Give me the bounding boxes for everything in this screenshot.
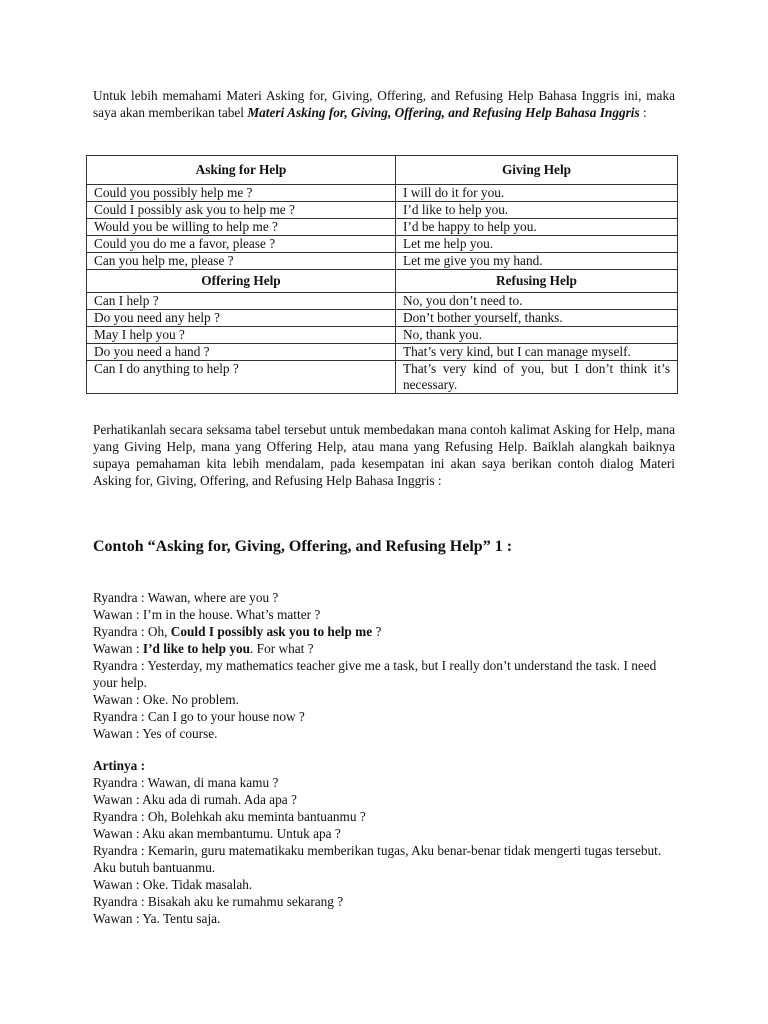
dialog-line: Wawan : Yes of course. <box>93 726 218 741</box>
table-cell: Do you need a hand ? <box>87 344 396 361</box>
translation-line: Ryandra : Bisakah aku ke rumahmu sekarang ? <box>93 894 344 909</box>
dialog-line: Wawan : Oke. No problem. <box>93 692 239 707</box>
intro-emphasis: Materi Asking for, Giving, Offering, and Refusing Help Bahasa Inggris <box>247 105 640 120</box>
header-asking-for-help: Asking for Help <box>87 156 396 185</box>
header-giving-help: Giving Help <box>396 156 678 185</box>
table-row <box>87 327 678 344</box>
dialog-line-suffix: ? <box>372 624 382 639</box>
dialog-line: Ryandra : Yesterday, my mathematics teacher give me a task, but I really don’t understand the task. I need your help. <box>93 658 657 690</box>
dialog-line <box>93 623 675 640</box>
table-cell: Could you possibly help me ? <box>87 185 396 202</box>
intro-text: Untuk lebih memahami Materi Asking for, Giving, Offering, and Refusing Help Bahasa Inggris ini, maka saya akan memberikan tabel <box>93 88 675 120</box>
dialog-line <box>93 640 675 657</box>
table-cell: No, thank you. <box>396 327 678 344</box>
table-row <box>87 293 678 310</box>
dialog-line-prefix: Wawan : <box>93 641 143 656</box>
header-offering-help: Offering Help <box>87 270 396 293</box>
table-row <box>87 219 678 236</box>
explanation-paragraph: Perhatikanlah secara seksama tabel tersebut untuk membedakan mana contoh kalimat Asking for Help, mana yang Giving Help, mana yang Offering Help, atau mana yang Refusing Help. Baiklah alangkah baiknya supaya pemahaman kita lebih mendalam, pada kesempatan ini akan saya berikan contoh dialog Materi Asking for, Giving, Offering, and Refusing Help Bahasa Inggris : <box>93 422 675 488</box>
table-cell: That’s very kind of you, but I don’t think it’s necessary. <box>396 361 678 394</box>
table-cell: I’d be happy to help you. <box>396 219 678 236</box>
translation-line: Wawan : Aku akan membantumu. Untuk apa ? <box>93 826 341 841</box>
table-row <box>87 253 678 270</box>
dialog-line-suffix: . For what ? <box>250 641 314 656</box>
table-row <box>87 236 678 253</box>
intro-end: : <box>639 105 647 120</box>
translation-title: Artinya : <box>93 758 146 773</box>
dialog-highlight: I’d like to help you <box>142 641 251 656</box>
example-dialog <box>93 589 675 742</box>
translation-line: Ryandra : Wawan, di mana kamu ? <box>93 775 279 790</box>
table-cell: Do you need any help ? <box>87 310 396 327</box>
table-cell: I will do it for you. <box>396 185 678 202</box>
table-cell: Can I help ? <box>87 293 396 310</box>
table-cell: Can you help me, please ? <box>87 253 396 270</box>
translation-section <box>93 757 675 927</box>
table-cell: Could I possibly ask you to help me ? <box>87 202 396 219</box>
dialog-line: Ryandra : Wawan, where are you ? <box>93 590 279 605</box>
table-row <box>87 310 678 327</box>
example-heading: Contoh “Asking for, Giving, Offering, and Refusing Help” 1 : <box>93 538 513 555</box>
translation-line: Ryandra : Oh, Bolehkah aku meminta bantuanmu ? <box>93 809 366 824</box>
header-refusing-help: Refusing Help <box>396 270 678 293</box>
table-row <box>87 344 678 361</box>
translation-line: Wawan : Aku ada di rumah. Ada apa ? <box>93 792 297 807</box>
table-cell: No, you don’t need to. <box>396 293 678 310</box>
help-expressions-table <box>86 155 678 394</box>
table-header-row <box>87 156 678 185</box>
table-row <box>87 185 678 202</box>
intro-paragraph <box>93 87 675 121</box>
table-cell: Don’t bother yourself, thanks. <box>396 310 678 327</box>
table-row <box>87 361 678 394</box>
translation-line: Ryandra : Kemarin, guru matematikaku memberikan tugas, Aku benar-benar tidak mengerti tugas tersebut. Aku butuh bantuanmu. <box>93 843 662 875</box>
table-cell: I’d like to help you. <box>396 202 678 219</box>
table-row <box>87 202 678 219</box>
table-cell: Would you be willing to help me ? <box>87 219 396 236</box>
table-cell: May I help you ? <box>87 327 396 344</box>
table-cell: Let me help you. <box>396 236 678 253</box>
translation-line: Wawan : Oke. Tidak masalah. <box>93 877 253 892</box>
table-cell: Could you do me a favor, please ? <box>87 236 396 253</box>
table-cell: Can I do anything to help ? <box>87 361 396 394</box>
translation-line: Wawan : Ya. Tentu saja. <box>93 911 221 926</box>
table-header-row <box>87 270 678 293</box>
table-cell: That’s very kind, but I can manage myself. <box>396 344 678 361</box>
dialog-highlight: Could I possibly ask you to help me <box>170 624 373 639</box>
dialog-line: Ryandra : Can I go to your house now ? <box>93 709 305 724</box>
dialog-line-prefix: Ryandra : Oh, <box>93 624 171 639</box>
table-cell: Let me give you my hand. <box>396 253 678 270</box>
dialog-line: Wawan : I’m in the house. What’s matter ? <box>93 607 321 622</box>
